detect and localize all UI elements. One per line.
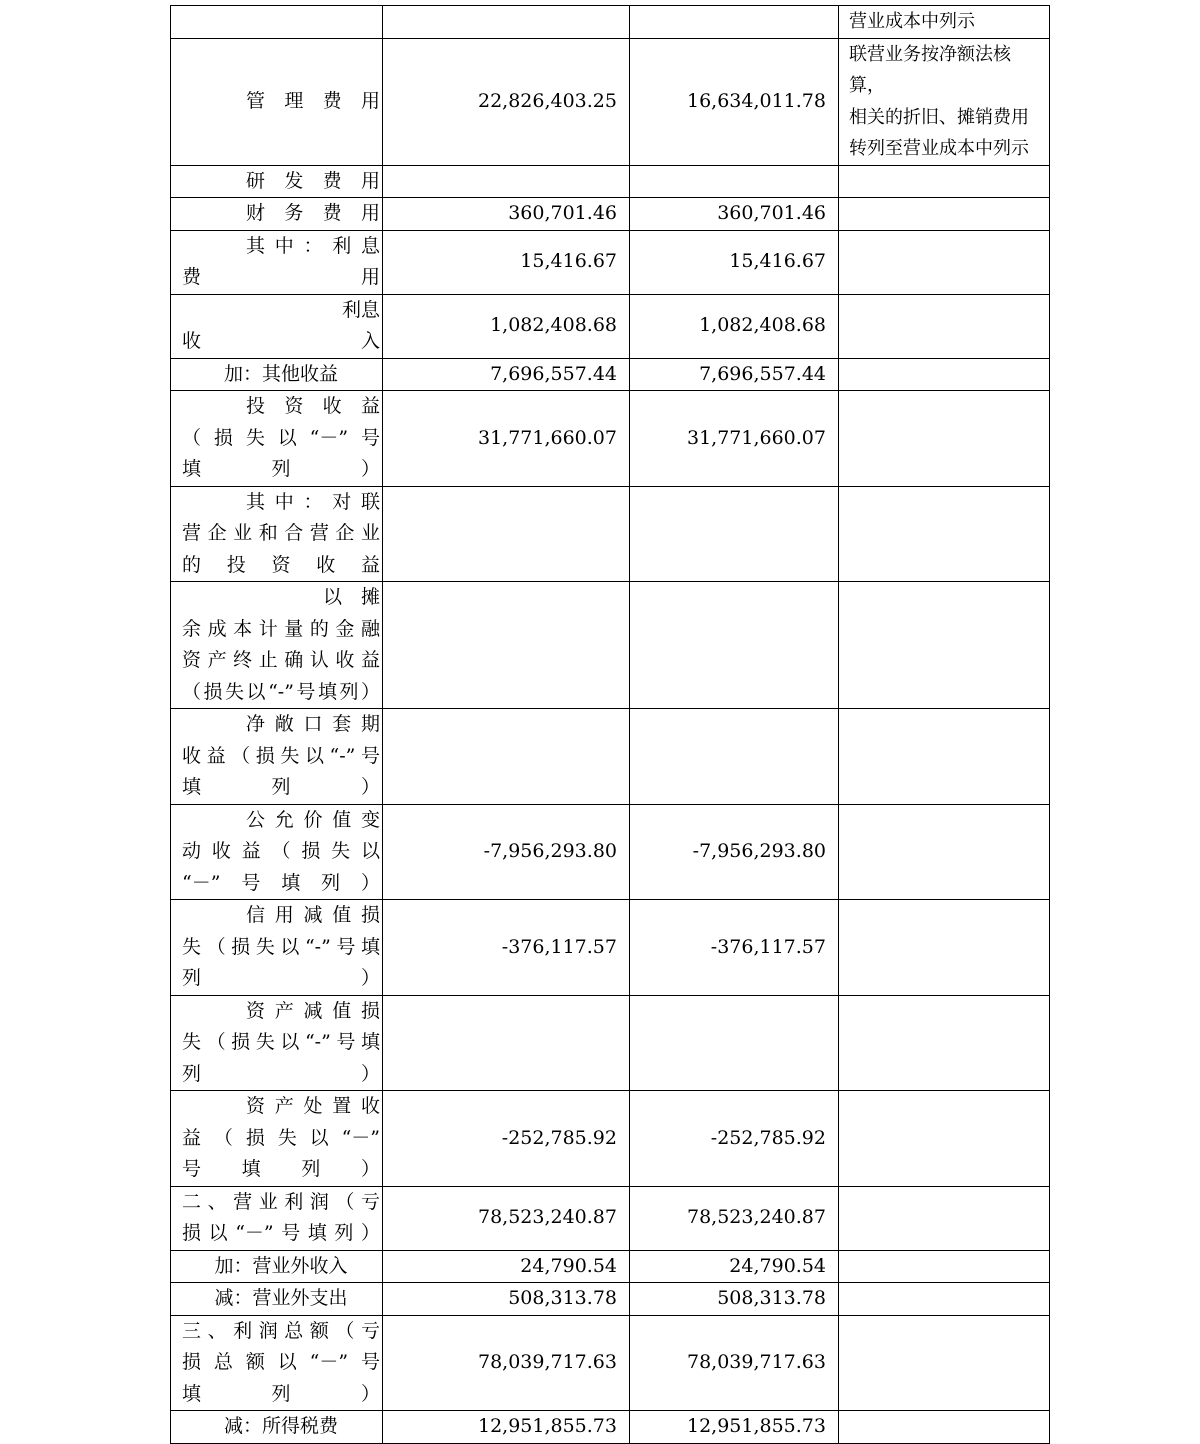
adjusted-amount: [630, 582, 839, 709]
table-row: [171, 1186, 1050, 1250]
note-line: [849, 1027, 1045, 1059]
row-label-cell: [171, 1411, 383, 1444]
row-label-line: 减：所得税费: [223, 1415, 338, 1437]
note-line: [849, 629, 1045, 661]
note-cell: [839, 1091, 1050, 1187]
adjusted-amount: 360,701.46: [630, 198, 839, 231]
note-line: [849, 518, 1045, 550]
table-row: [171, 1091, 1050, 1187]
note-line: [849, 310, 1045, 342]
table-row: [171, 582, 1050, 709]
note-cell: [839, 6, 1050, 39]
note-line: [849, 166, 1045, 198]
row-label-line: 收入: [182, 330, 380, 352]
current-period-amount: [383, 486, 630, 582]
note-cell: [839, 38, 1050, 165]
row-label-cell: [171, 1186, 383, 1250]
table-row: [171, 1411, 1050, 1444]
note-cell: [839, 1283, 1050, 1316]
row-label-line: 收益（损失以“-”号: [182, 744, 380, 767]
note-cell: [839, 709, 1050, 805]
note-line: [849, 1411, 1045, 1443]
row-label-line: 其中：利息: [246, 234, 380, 257]
note-cell: [839, 1411, 1050, 1444]
row-label-cell: [171, 1315, 383, 1411]
note-line: [849, 359, 1045, 391]
row-label-line: 列）: [182, 1062, 380, 1085]
adjusted-amount: -376,117.57: [630, 900, 839, 996]
note-line: [849, 1251, 1045, 1283]
adjusted-amount: 31,771,660.07: [630, 391, 839, 487]
row-label-line: 的投资收益: [182, 553, 380, 576]
table-row: [171, 995, 1050, 1091]
row-label-line: 列）: [182, 967, 380, 989]
current-period-amount: -252,785.92: [383, 1091, 630, 1187]
note-line: [849, 1283, 1045, 1315]
note-line: 转列至营业成本中列示: [849, 138, 1029, 159]
table-row: [171, 38, 1050, 165]
note-line: [849, 246, 1045, 278]
row-label-cell: [171, 709, 383, 805]
row-label-line: 损以“－”号填列）: [182, 1222, 380, 1244]
table-row: [171, 165, 1050, 198]
adjusted-amount: 7,696,557.44: [630, 358, 839, 391]
table-row: [171, 1283, 1050, 1316]
current-period-amount: 78,039,717.63: [383, 1315, 630, 1411]
row-label-cell: [171, 1250, 383, 1283]
row-label-line: 管理费用: [246, 89, 380, 112]
row-label-line: 动收益（损失以: [182, 840, 380, 862]
adjusted-amount: 508,313.78: [630, 1283, 839, 1316]
note-cell: [839, 486, 1050, 582]
current-period-amount: [383, 165, 630, 198]
table-row: [171, 709, 1050, 805]
adjusted-amount: 78,523,240.87: [630, 1186, 839, 1250]
adjusted-amount: [630, 995, 839, 1091]
table-row: [171, 1250, 1050, 1283]
row-label-line: 其中：对联: [246, 490, 380, 513]
current-period-amount: 31,771,660.07: [383, 391, 630, 487]
note-cell: [839, 230, 1050, 294]
table-row: [171, 804, 1050, 900]
adjusted-amount: 1,082,408.68: [630, 294, 839, 358]
row-label-line: 失（损失以“-”号填: [182, 1031, 380, 1053]
table-row: [171, 391, 1050, 487]
note-line: [849, 423, 1045, 455]
row-label-cell: [171, 1283, 383, 1316]
note-cell: [839, 294, 1050, 358]
row-label-line: 填列）: [182, 458, 380, 480]
note-line: 联营业务按净额法核算，: [849, 43, 1011, 96]
adjusted-amount: [630, 165, 839, 198]
row-label-cell: [171, 900, 383, 996]
table-row: [171, 900, 1050, 996]
note-line: [849, 1347, 1045, 1379]
note-line: [849, 836, 1045, 868]
current-period-amount: [383, 995, 630, 1091]
adjusted-amount: [630, 486, 839, 582]
note-cell: [839, 582, 1050, 709]
adjusted-amount: 12,951,855.73: [630, 1411, 839, 1444]
current-period-amount: 7,696,557.44: [383, 358, 630, 391]
adjusted-amount: 16,634,011.78: [630, 38, 839, 165]
current-period-amount: 24,790.54: [383, 1250, 630, 1283]
row-label-line: 资产减值损: [246, 999, 380, 1022]
row-label-cell: [171, 38, 383, 165]
row-label-line: 三、利润总额（亏: [182, 1319, 380, 1342]
note-line: [849, 1202, 1045, 1234]
current-period-amount: [383, 709, 630, 805]
note-cell: [839, 900, 1050, 996]
row-label-cell: [171, 486, 383, 582]
row-label-line: 余成本计量的金融: [182, 617, 380, 640]
row-label-line: “－”号填列）: [182, 871, 380, 894]
note-line: 相关的折旧、摊销费用: [849, 106, 1029, 128]
table-row: [171, 294, 1050, 358]
row-label-cell: [171, 582, 383, 709]
current-period-amount: -7,956,293.80: [383, 804, 630, 900]
row-label-line: 加：营业外收入: [214, 1254, 348, 1277]
note-cell: [839, 391, 1050, 487]
row-label-line: （损失以“-”号填列）: [182, 680, 380, 703]
row-label-line: 填列）: [182, 1382, 380, 1405]
row-label-cell: [171, 358, 383, 391]
row-label-line: 号填列）: [182, 1158, 380, 1180]
adjusted-amount: -252,785.92: [630, 1091, 839, 1187]
note-cell: [839, 995, 1050, 1091]
row-label-line: 利息: [341, 298, 380, 321]
adjusted-amount: 24,790.54: [630, 1250, 839, 1283]
row-label-cell: [171, 804, 383, 900]
note-line: 营业成本中列示: [849, 11, 975, 32]
current-period-amount: 15,416.67: [383, 230, 630, 294]
note-line: [849, 741, 1045, 773]
row-label-line: 净敞口套期: [246, 713, 380, 735]
row-label-line: 资产处置收: [246, 1095, 380, 1117]
current-period-amount: 1,082,408.68: [383, 294, 630, 358]
current-period-amount: 78,523,240.87: [383, 1186, 630, 1250]
table-row: [171, 6, 1050, 39]
row-label-cell: [171, 198, 383, 231]
adjusted-amount: [630, 6, 839, 39]
row-label-line: 益（损失以“－”: [182, 1126, 380, 1149]
table-row: [171, 358, 1050, 391]
row-label-line: 公允价值变: [246, 808, 380, 831]
note-cell: [839, 804, 1050, 900]
current-period-amount: 22,826,403.25: [383, 38, 630, 165]
row-label-line: 以 摊: [322, 586, 380, 608]
table-row: [171, 486, 1050, 582]
row-label-line: 资产终止确认收益: [182, 649, 380, 671]
row-label-cell: [171, 995, 383, 1091]
table-row: [171, 1315, 1050, 1411]
current-period-amount: 12,951,855.73: [383, 1411, 630, 1444]
row-label-cell: [171, 230, 383, 294]
note-cell: [839, 1186, 1050, 1250]
table-row: [171, 230, 1050, 294]
row-label-line: [182, 6, 380, 38]
row-label-line: 损总额以“－”号: [182, 1351, 380, 1373]
current-period-amount: 508,313.78: [383, 1283, 630, 1316]
note-line: [849, 932, 1045, 964]
row-label-line: 二、营业利润（亏: [182, 1190, 380, 1213]
current-period-amount: [383, 582, 630, 709]
current-period-amount: -376,117.57: [383, 900, 630, 996]
row-label-line: 研发费用: [246, 169, 380, 192]
current-period-amount: [383, 6, 630, 39]
note-cell: [839, 1315, 1050, 1411]
table-row: [171, 198, 1050, 231]
row-label-cell: [171, 391, 383, 487]
row-label-line: 营企业和合营企业: [182, 522, 380, 544]
adjusted-amount: 15,416.67: [630, 230, 839, 294]
row-label-cell: [171, 294, 383, 358]
income-statement-table: [170, 5, 1050, 1444]
row-label-line: 加：其他收益: [223, 362, 338, 385]
row-label-line: 失（损失以“-”号填: [182, 935, 380, 958]
note-cell: [839, 165, 1050, 198]
row-label-cell: [171, 165, 383, 198]
row-label-line: 投资收益: [246, 395, 380, 417]
note-line: [849, 1123, 1045, 1155]
note-cell: [839, 1250, 1050, 1283]
adjusted-amount: 78,039,717.63: [630, 1315, 839, 1411]
row-label-line: 信用减值损: [246, 904, 380, 926]
note-line: [849, 198, 1045, 230]
row-label-line: 减：营业外支出: [214, 1287, 348, 1309]
current-period-amount: 360,701.46: [383, 198, 630, 231]
note-cell: [839, 358, 1050, 391]
adjusted-amount: -7,956,293.80: [630, 804, 839, 900]
row-label-cell: [171, 6, 383, 39]
adjusted-amount: [630, 709, 839, 805]
note-cell: [839, 198, 1050, 231]
row-label-cell: [171, 1091, 383, 1187]
row-label-line: 费用: [182, 266, 380, 288]
table-body: [171, 6, 1050, 1444]
row-label-line: 财务费用: [246, 202, 380, 224]
row-label-line: （损失以“－”号: [182, 426, 380, 449]
row-label-line: 填列）: [182, 776, 380, 798]
